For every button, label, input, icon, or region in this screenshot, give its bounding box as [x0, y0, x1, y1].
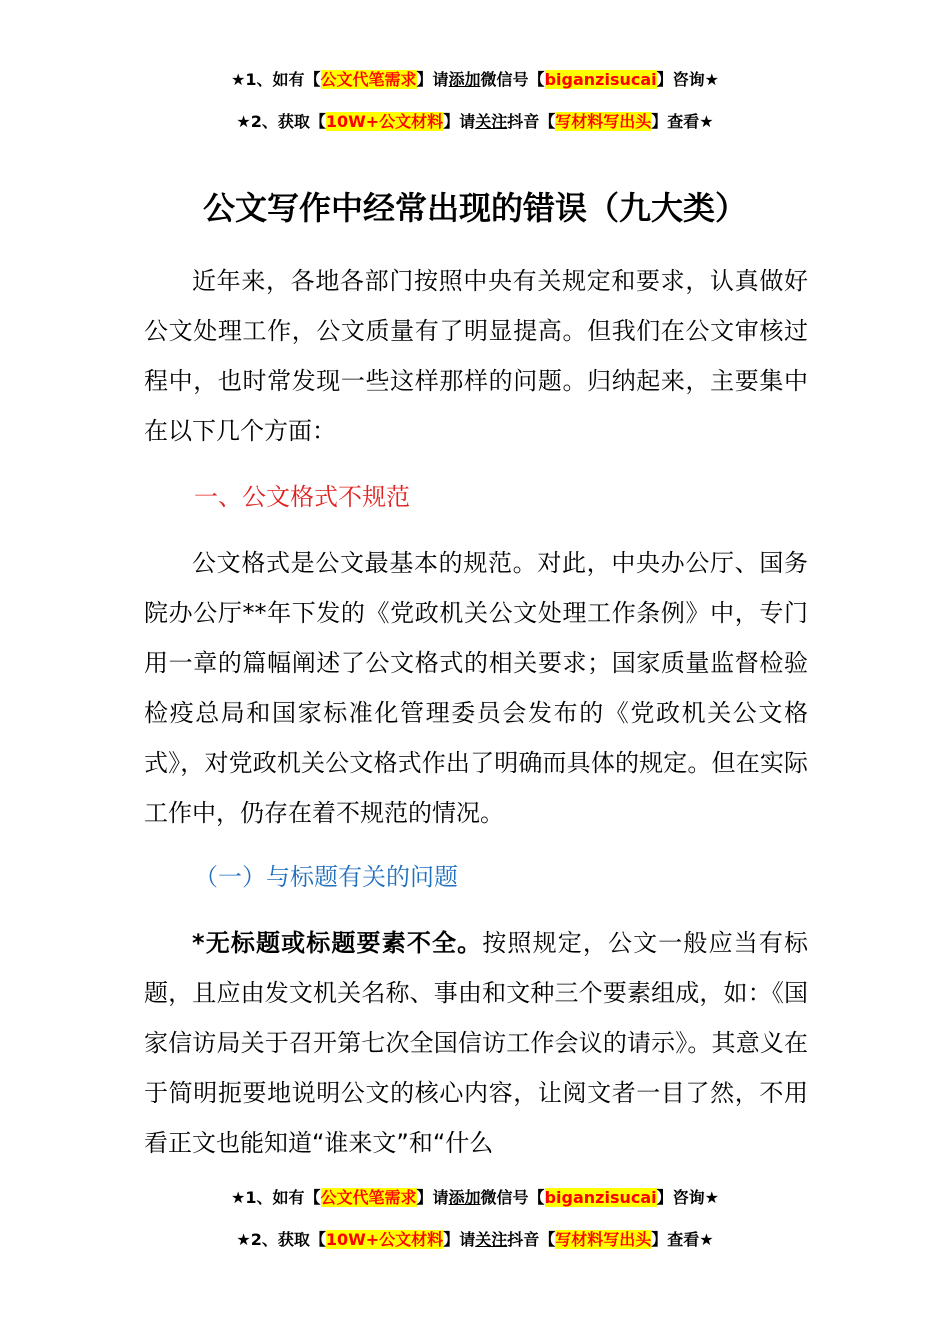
banner-highlight: 10W+公文材料: [325, 112, 444, 131]
banner-highlight: 公文代笔需求: [320, 70, 417, 89]
banner-underline: 关注: [475, 112, 508, 131]
banner-text: 微信号【: [480, 70, 545, 89]
banner-text: ★1、如有【: [231, 70, 321, 89]
subsection-heading-1: （一）与标题有关的问题: [194, 863, 458, 891]
banner-text: ★2、获取【: [236, 112, 326, 131]
banner-underline: 添加: [448, 70, 481, 89]
top-banner-line-2: [0, 110, 950, 134]
banner-underline: 添加: [448, 1188, 481, 1207]
point-1-lead: *无标题或标题要素不全。: [192, 929, 483, 957]
banner-highlight: biganzisucai: [544, 70, 657, 89]
banner-text: 】请: [416, 1188, 449, 1207]
banner-highlight: 10W+公文材料: [325, 1230, 444, 1249]
banner-text: 微信号【: [480, 1188, 545, 1207]
banner-text: 】请: [416, 70, 449, 89]
section-1-paragraph: 公文格式是公文最基本的规范。对此，中央办公厅、国务院办公厅**年下发的《党政机关公文处理工作条例》中，专门用一章的篇幅阐述了公文格式的相关要求；国家质量监督检验检疫总局和国家标准化管理委员会发布的《党政机关公文格式》，对党政机关公文格式作出了明确而具体的规定。但在实际工作中，仍存在着不规范的情况。: [144, 549, 808, 827]
banner-text: 】请: [443, 1230, 476, 1249]
banner-text: 】请: [443, 112, 476, 131]
document-title: 公文写作中经常出现的错误（九大类）: [202, 189, 747, 227]
banner-text: 】咨询★: [656, 1188, 719, 1207]
banner-highlight: 公文代笔需求: [320, 1188, 417, 1207]
section-heading-1: 一、公文格式不规范: [194, 483, 410, 511]
banner-text: 抖音【: [507, 112, 556, 131]
bottom-banner-line-1: [0, 1186, 950, 1210]
banner-text: 】咨询★: [656, 70, 719, 89]
banner-text: 抖音【: [507, 1230, 556, 1249]
intro-paragraph: 近年来，各地各部门按照中央有关规定和要求，认真做好公文处理工作，公文质量有了明显提高。但我们在公文审核过程中，也时常发现一些这样那样的问题。归纳起来，主要集中在以下几个方面：: [144, 267, 808, 445]
top-banner-line-1: [0, 68, 950, 92]
point-1-text: 按照规定，公文一般应当有标题，且应由发文机关名称、事由和文种三个要素组成，如：《国家信访局关于召开第七次全国信访工作会议的请示》。其意义在于简明扼要地说明公文的核心内容，让阅文者一目了然，不用看正文也能知道“谁来文”和“什么: [144, 929, 808, 1157]
banner-text: 】查看★: [651, 112, 714, 131]
bottom-banner-line-2: [0, 1228, 950, 1252]
banner-text: ★1、如有【: [231, 1188, 321, 1207]
point-1-paragraph: [144, 918, 808, 1168]
banner-underline: 关注: [475, 1230, 508, 1249]
banner-text: ★2、获取【: [236, 1230, 326, 1249]
banner-text: 】查看★: [651, 1230, 714, 1249]
banner-highlight: biganzisucai: [544, 1188, 657, 1207]
banner-highlight: 写材料写出头: [555, 112, 652, 131]
banner-highlight: 写材料写出头: [555, 1230, 652, 1249]
